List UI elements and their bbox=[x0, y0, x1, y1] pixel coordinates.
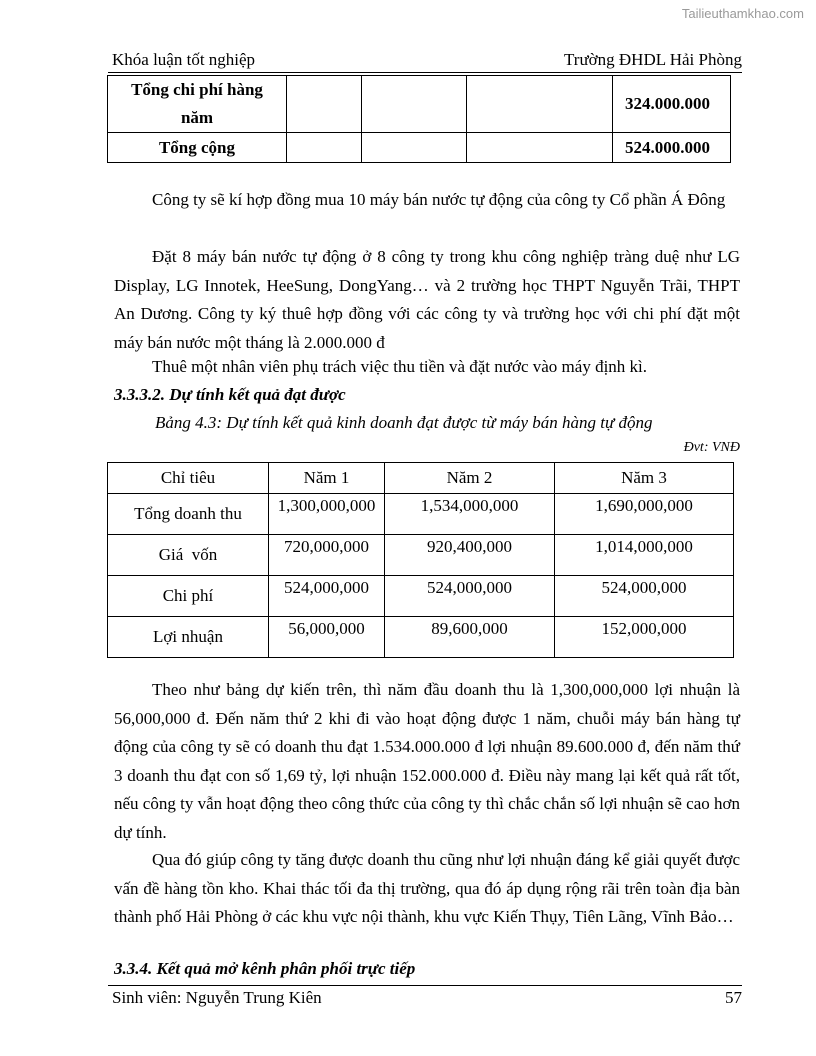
footer-author: Sinh viên: Nguyễn Trung Kiên bbox=[112, 988, 322, 1007]
header-title: Khóa luận tốt nghiệp bbox=[112, 50, 256, 69]
row-label-line2: năm bbox=[180, 108, 214, 127]
cost-table bbox=[107, 75, 731, 163]
table-row bbox=[108, 133, 731, 163]
paragraph: Công ty sẽ kí hợp đồng mua 10 máy bán nước tự động của công ty Cổ phần Á Đông bbox=[152, 190, 726, 209]
paragraph: Theo như bảng dự kiến trên, thì năm đầu doanh thu là 1,300,000,000 lợi nhuận là 56,000,000 đ. Đến năm thứ 2 khi đi vào hoạt động được 1 năm, chuỗi máy bán hàng tự động của công ty sẽ có doanh thu đạt 1.534.000.000 đ lợi nhuận 89.600.000 đ, đến năm thứ 3 doanh thu đạt con số 1,69 tỷ, lợi nhuận 152.000.000 đ. Điều này mang lại kết quả rất tốt, nếu công ty vẫn hoạt động theo công thức của công ty thì chắc chắn số lợi nhuận sẽ cao hơn dự tính. bbox=[114, 680, 740, 842]
section-heading: 3.3.3.2. Dự tính kết quả đạt được bbox=[114, 385, 346, 404]
table-cell: 1,014,000,000 bbox=[555, 535, 734, 576]
table-cell: 524,000,000 bbox=[269, 576, 385, 617]
row-label: Giá vốn bbox=[108, 535, 269, 576]
paragraph: Qua đó giúp công ty tăng được doanh thu cũng như lợi nhuận đáng kể giải quyết được vấn đề hàng tồn kho. Khai thác tối đa thị trường, qua đó áp dụng rộng rãi trên toàn địa bàn thành phố Hải Phòng ở các khu vực nội thành, khu vực Kiến Thụy, Tiên Lãng, Vĩnh Bảo… bbox=[114, 850, 740, 926]
row-label: Lợi nhuận bbox=[108, 617, 269, 658]
table-cell: 1,300,000,000 bbox=[269, 494, 385, 535]
table-cell: 1,534,000,000 bbox=[385, 494, 555, 535]
table-cell: 1,690,000,000 bbox=[555, 494, 734, 535]
table-row bbox=[108, 617, 734, 658]
table-cell bbox=[467, 76, 613, 133]
table-cell: 524,000,000 bbox=[555, 576, 734, 617]
column-header: Năm 2 bbox=[385, 463, 555, 494]
paragraph: Thuê một nhân viên phụ trách việc thu tiền và đặt nước vào máy định kì. bbox=[152, 357, 648, 376]
table-cell bbox=[287, 133, 362, 163]
row-label: Chi phí bbox=[108, 576, 269, 617]
table-row bbox=[108, 494, 734, 535]
unit-label: Đvt: VNĐ bbox=[683, 440, 740, 455]
table-cell bbox=[467, 133, 613, 163]
row-label-line1: Tổng chi phí hàng bbox=[131, 80, 263, 99]
table-cell-value: 524.000.000 bbox=[613, 133, 731, 163]
table-cell: 56,000,000 bbox=[269, 617, 385, 658]
page-number: 57 bbox=[725, 988, 742, 1007]
table-cell-label: Tổng cộng bbox=[108, 133, 287, 163]
table-cell-value: 324.000.000 bbox=[613, 76, 731, 133]
header-divider bbox=[108, 72, 742, 73]
table-row bbox=[108, 76, 731, 133]
table-row bbox=[108, 576, 734, 617]
row-label: Tổng doanh thu bbox=[108, 494, 269, 535]
watermark: Tailieuthamkhao.com bbox=[681, 6, 804, 21]
table-cell bbox=[108, 76, 287, 133]
table-cell: 920,400,000 bbox=[385, 535, 555, 576]
table-row bbox=[108, 535, 734, 576]
column-header: Năm 3 bbox=[555, 463, 734, 494]
page-header bbox=[112, 50, 742, 70]
column-header: Năm 1 bbox=[269, 463, 385, 494]
footer-divider bbox=[108, 985, 742, 986]
paragraph: Đặt 8 máy bán nước tự động ở 8 công ty trong khu công nghiệp tràng duệ như LG Display, LG Innotek, HeeSung, DongYang… và 2 trường học THPT Nguyễn Trãi, THPT An Dương. Công ty ký thuê hợp đồng với các công ty và trường học với chi phí đặt một máy bán nước một tháng là 2.000.000 đ bbox=[114, 247, 740, 352]
table-header-row bbox=[108, 463, 734, 494]
page-footer bbox=[112, 988, 742, 1008]
table-cell: 152,000,000 bbox=[555, 617, 734, 658]
table-cell: 720,000,000 bbox=[269, 535, 385, 576]
section-heading: 3.3.4. Kết quả mở kênh phân phối trực tiếp bbox=[114, 959, 416, 978]
table-cell: 89,600,000 bbox=[385, 617, 555, 658]
column-header: Chỉ tiêu bbox=[108, 463, 269, 494]
table-cell bbox=[362, 133, 467, 163]
result-table bbox=[107, 462, 734, 658]
table-cell bbox=[287, 76, 362, 133]
table-cell bbox=[362, 76, 467, 133]
table-cell: 524,000,000 bbox=[385, 576, 555, 617]
header-school: Trường ĐHDL Hải Phòng bbox=[564, 50, 742, 69]
table-caption: Bảng 4.3: Dự tính kết quả kinh doanh đạt được từ máy bán hàng tự động bbox=[155, 413, 653, 432]
